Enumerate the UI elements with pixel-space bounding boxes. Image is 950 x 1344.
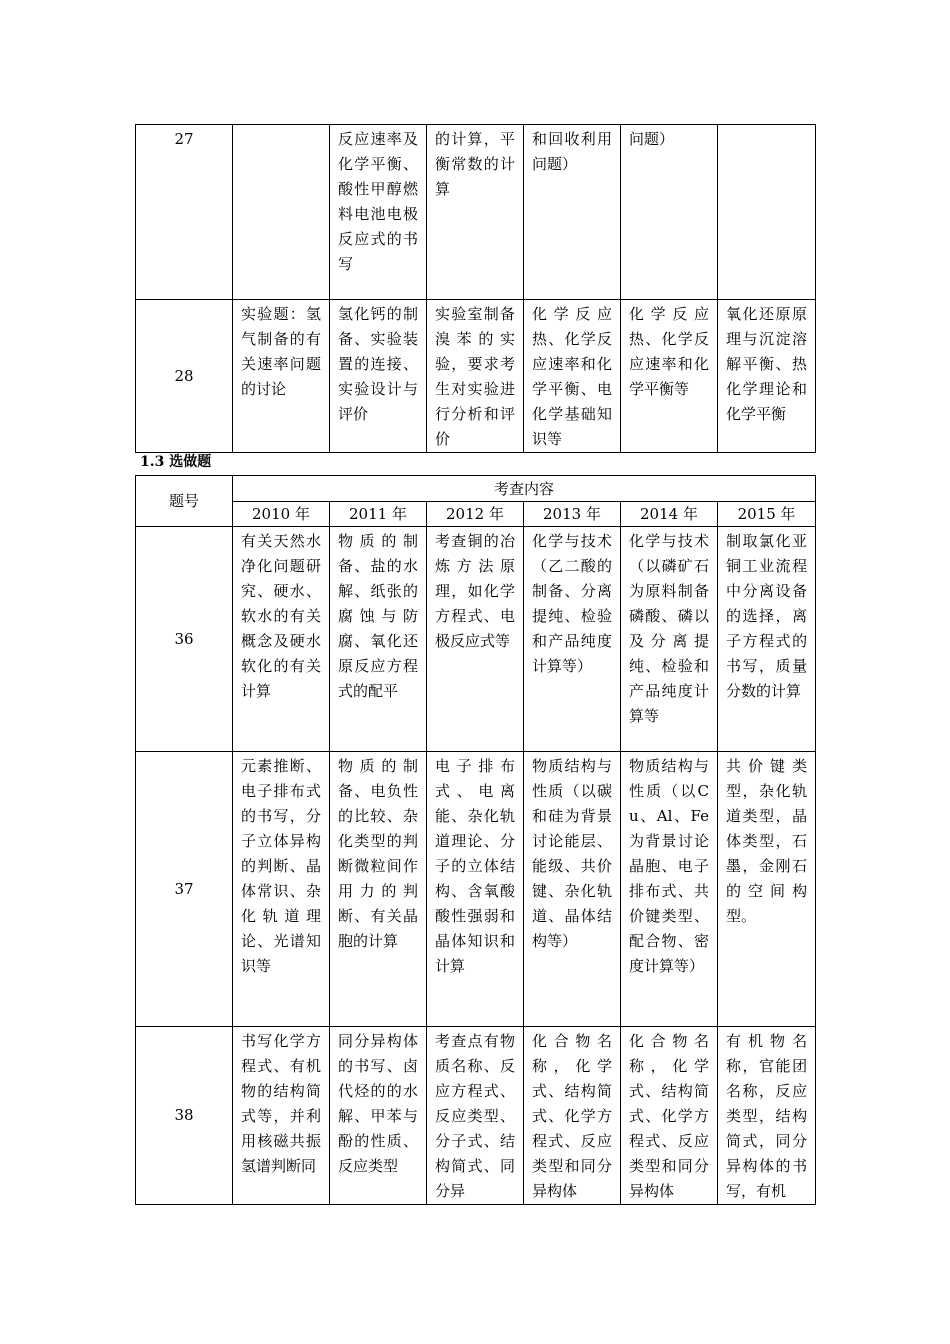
- year-header: 2011 年: [330, 502, 427, 527]
- content-cell: [233, 125, 330, 300]
- content-cell: 化学与技术（乙二酸的制备、分离提纯、检验和产品纯度计算等）: [524, 527, 621, 752]
- content-cell: 化学与技术（以磷矿石为原料制备磷酸、磷以及分离提纯、检验和产品纯度计算等: [621, 527, 718, 752]
- content-cell: 电子排布式、电离能、杂化轨道理论、分子的立体结构、含氧酸酸性强弱和晶体知识和计算: [427, 752, 524, 1027]
- content-cell: 有关天然水净化问题研究、硬水、软水的有关概念及硬水软化的有关计算: [233, 527, 330, 752]
- content-cell: 化学反应热、化学反应速率和化学平衡、电化学基础知识等: [524, 300, 621, 453]
- content-cell: 化合物名称，化学式、结构简式、化学方程式、反应类型和同分异构体: [621, 1027, 718, 1205]
- year-header: 2012 年: [427, 502, 524, 527]
- header-question-number: 题号: [136, 476, 233, 527]
- content-cell: 的计算，平衡常数的计算: [427, 125, 524, 300]
- table-row: [136, 300, 816, 453]
- header-content: 考查内容: [233, 476, 816, 502]
- content-cell: 共价键类型，杂化轨道类型，晶体类型，石墨，金刚石的空间构型。: [718, 752, 816, 1027]
- table-row: [136, 752, 816, 1027]
- year-header-row: [136, 502, 816, 527]
- content-cell: 实验题：氢气制备的有关速率问题的讨论: [233, 300, 330, 453]
- question-number: 27: [136, 125, 233, 300]
- table-row: [136, 1027, 816, 1205]
- content-cell: 制取氯化亚铜工业流程中分离设备的选择，离子方程式的书写，质量分数的计算: [718, 527, 816, 752]
- year-header: 2014 年: [621, 502, 718, 527]
- content-cell: 物质结构与性质（以碳和硅为背景讨论能层、能级、共价键、杂化轨道、晶体结构等）: [524, 752, 621, 1027]
- content-cell: 反应速率及化学平衡、酸性甲醇燃料电池电极反应式的书写: [330, 125, 427, 300]
- question-number: 38: [136, 1027, 233, 1205]
- content-cell: 有机物名称，官能团名称，反应类型，结构简式，同分异构体的书写，有机: [718, 1027, 816, 1205]
- content-cell: 考查点有物质名称、反应方程式、反应类型、分子式、结构简式、同分异: [427, 1027, 524, 1205]
- content-cell: 物质结构与性质（以Cu、Al、Fe为背景讨论晶胞、电子排布式、共价键类型、配合物、密度计算等）: [621, 752, 718, 1027]
- elective-questions-table: [135, 475, 816, 1205]
- content-cell: 化合物名称，化学式、结构简式、化学方程式、反应类型和同分异构体: [524, 1027, 621, 1205]
- year-header: 2015 年: [718, 502, 816, 527]
- content-cell: 氧化还原原理与沉淀溶解平衡、热化学理论和化学平衡: [718, 300, 816, 453]
- content-cell: 问题）: [621, 125, 718, 300]
- year-header: 2013 年: [524, 502, 621, 527]
- question-number: 37: [136, 752, 233, 1027]
- year-header: 2010 年: [233, 502, 330, 527]
- question-number: 28: [136, 300, 233, 453]
- content-cell: 化学反应热、化学反应速率和化学平衡等: [621, 300, 718, 453]
- table-row: [136, 125, 816, 300]
- content-cell: 氢化钙的制备、实验装置的连接、实验设计与评价: [330, 300, 427, 453]
- table-row: [136, 527, 816, 752]
- content-cell: 物质的制备、电负性的比较、杂化类型的判断微粒间作用力的判断、有关晶胞的计算: [330, 752, 427, 1027]
- exam-table-continued: [135, 124, 816, 453]
- content-cell: 实验室制备溴苯的实验，要求考生对实验进行分析和评价: [427, 300, 524, 453]
- content-cell: 书写化学方程式、有机物的结构简式等，并利用核磁共振氢谱判断同: [233, 1027, 330, 1205]
- content-cell: 同分异构体的书写、卤代烃的的水解、甲苯与酚的性质、反应类型: [330, 1027, 427, 1205]
- content-cell: 元素推断、电子排布式的书写，分子立体异构的判断、晶体常识、杂化轨道理论、光谱知识等: [233, 752, 330, 1027]
- header-row: [136, 476, 816, 502]
- section-title: 1.3 选做题: [140, 454, 212, 470]
- content-cell: 和回收利用问题）: [524, 125, 621, 300]
- content-cell: [718, 125, 816, 300]
- content-cell: 物质的制备、盐的水解、纸张的腐蚀与防腐、氧化还原反应方程式的配平: [330, 527, 427, 752]
- question-number: 36: [136, 527, 233, 752]
- content-cell: 考查铜的冶炼方法原理，如化学方程式、电极反应式等: [427, 527, 524, 752]
